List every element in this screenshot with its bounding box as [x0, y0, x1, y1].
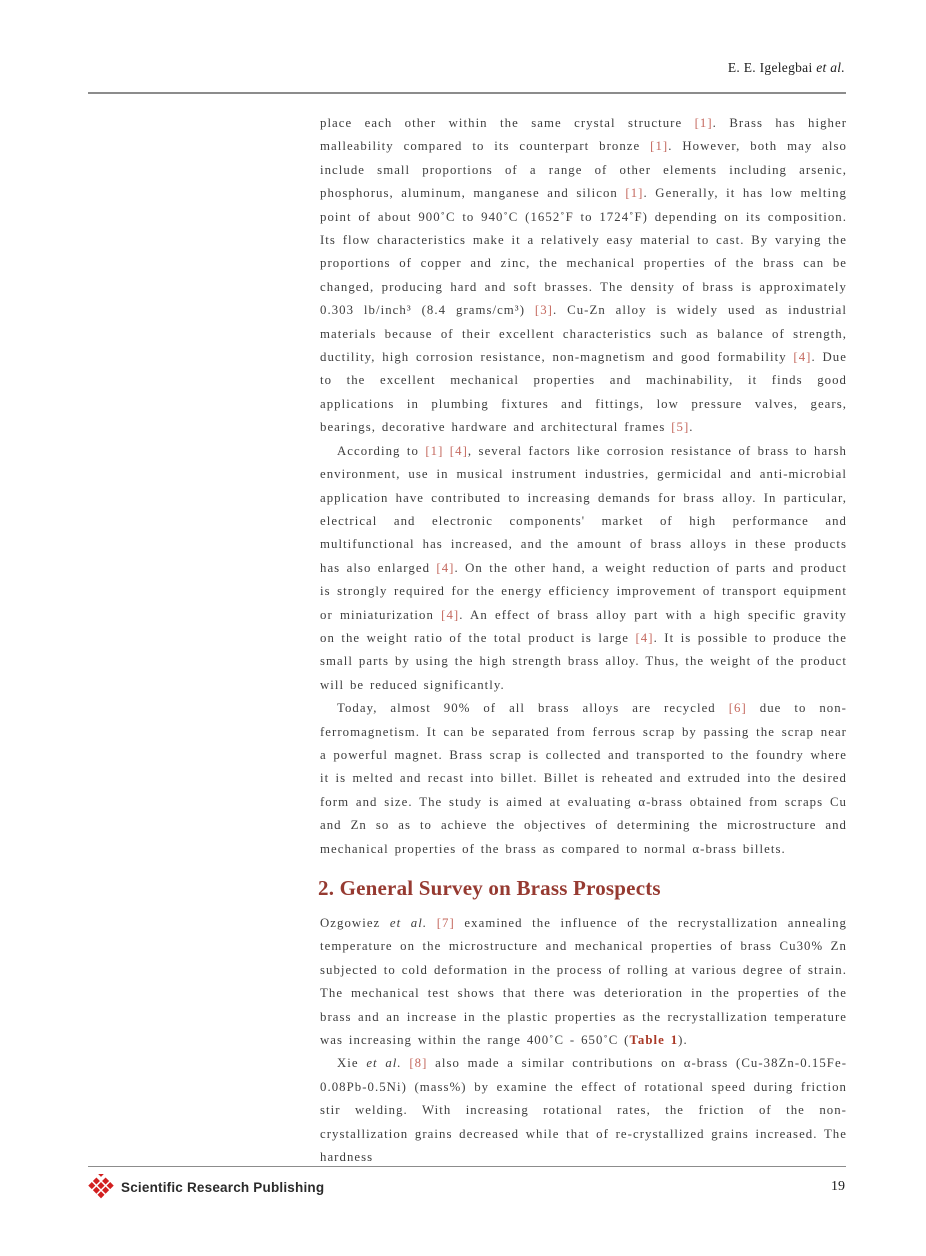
publisher-brand: [88, 1174, 324, 1200]
citation-reference[interactable]: [8]: [409, 1056, 428, 1071]
paragraph: place each other within the same crystal structure [1]. Brass has higher malleability compared to its counterpart bronze [1]. However, both may also include small proportions of a range of other elements including arsenic, phosphorus, aluminum, manganese and silicon [1]. Generally, it has low melting point of about 900˚C to 940˚C (1652˚F to 1724˚F) depending on its composition. Its flow characteristics make it a relatively easy material to cast. By varying the proportions of copper and zinc, the mechanical properties of the brass can be changed, producing hard and soft brasses. The density of brass is approximately 0.303 lb/inch³ (8.4 grams/cm³) [3]. Cu-Zn alloy is widely used as industrial materials because of their excellent characteristics such as balance of strength, ductility, high corrosion resistance, non-magnetism and good formability [4]. Due to the excellent mechanical properties and machinability, it finds good applications in plumbing fixtures and fittings, low pressure valves, gears, bearings, decorative hardware and architectural frames [5].: [320, 116, 848, 435]
citation-reference[interactable]: [1]: [625, 186, 644, 201]
paragraph: Xie et al. [8] also made a similar contributions on α-brass (Cu-38Zn-0.15Fe-0.08Pb-0.5Ni) (mass%) by examine the effect of rotational speed during friction stir welding. With increasing rotational rates, the friction of the non-crystallization grains decreased while that of re-crystallized grains increased. The hardness: [320, 1056, 847, 1165]
citation-reference[interactable]: [1] [4]: [425, 443, 468, 458]
article-body: [320, 112, 847, 1169]
header-rule: [88, 92, 846, 94]
citation-reference[interactable]: [4]: [635, 630, 654, 645]
citation-reference[interactable]: [1]: [694, 116, 713, 130]
running-head-author: E. E. Igelegbai: [727, 60, 817, 75]
srp-diamonds-logo-icon: [88, 1174, 114, 1200]
citation-reference[interactable]: [4]: [793, 350, 812, 365]
paragraph: According to [1] [4], several factors like corrosion resistance of brass to harsh environment, use in musical instrument industries, germicidal and anti-microbial application have contributed to increasing demands for brass alloy. In particular, electrical and electronic components' market of high performance and multifunctional has increased, and the amount of brass alloys in these products has also enlarged [4]. On the other hand, a weight reduction of parts and product is strongly required for the energy efficiency improvement of transport equipment or miniaturization [4]. An effect of brass alloy part with a high specific gravity on the weight ratio of the total product is large [4]. It is possible to produce the small parts by using the high strength brass alloy. Thus, the weight of the product will be reduced significantly.: [320, 443, 847, 692]
footer-rule: [88, 1166, 846, 1167]
paragraph: Today, almost 90% of all brass alloys are recycled [6] due to non-ferromagnetism. It can be separated from ferrous scrap by passing the scrap near a powerful magnet. Brass scrap is collected and transported to the foundry where it is melted and recast into billet. Billet is reheated and extruded into the desired form and size. The study is aimed at evaluating α-brass obtained from scraps Cu and Zn so as to achieve the objectives of determining the microstructure and mechanical properties of the brass as compared to normal α-brass billets.: [320, 701, 847, 856]
running-head-etal: et al.: [816, 60, 845, 75]
running-head: [728, 60, 845, 76]
paragraph: Ozgowiez et al. [7] examined the influence of the recrystallization annealing temperature on the microstructure and mechanical properties of brass Cu30% Zn subjected to cold deformation in the process of rolling at various degree of strain. The mechanical test shows that there was deterioration in the properties of the brass and an increase in the plastic properties as the recrystallization temperature was increasing within the range 400˚C - 650˚C (Table 1).: [320, 916, 847, 1048]
citation-reference[interactable]: [7]: [436, 916, 455, 930]
page-number: 19: [831, 1179, 845, 1194]
citation-reference[interactable]: [4]: [436, 560, 455, 575]
citation-reference[interactable]: [6]: [728, 701, 747, 716]
citation-reference[interactable]: [1]: [650, 139, 669, 154]
section-heading: 2. General Survey on Brass Prospects: [318, 876, 661, 900]
page-footer: [88, 1174, 845, 1200]
publisher-name: Scientific Research Publishing: [121, 1179, 325, 1195]
citation-reference[interactable]: [3]: [534, 303, 553, 318]
citation-reference[interactable]: [5]: [671, 420, 690, 435]
citation-reference[interactable]: [4]: [441, 607, 460, 622]
